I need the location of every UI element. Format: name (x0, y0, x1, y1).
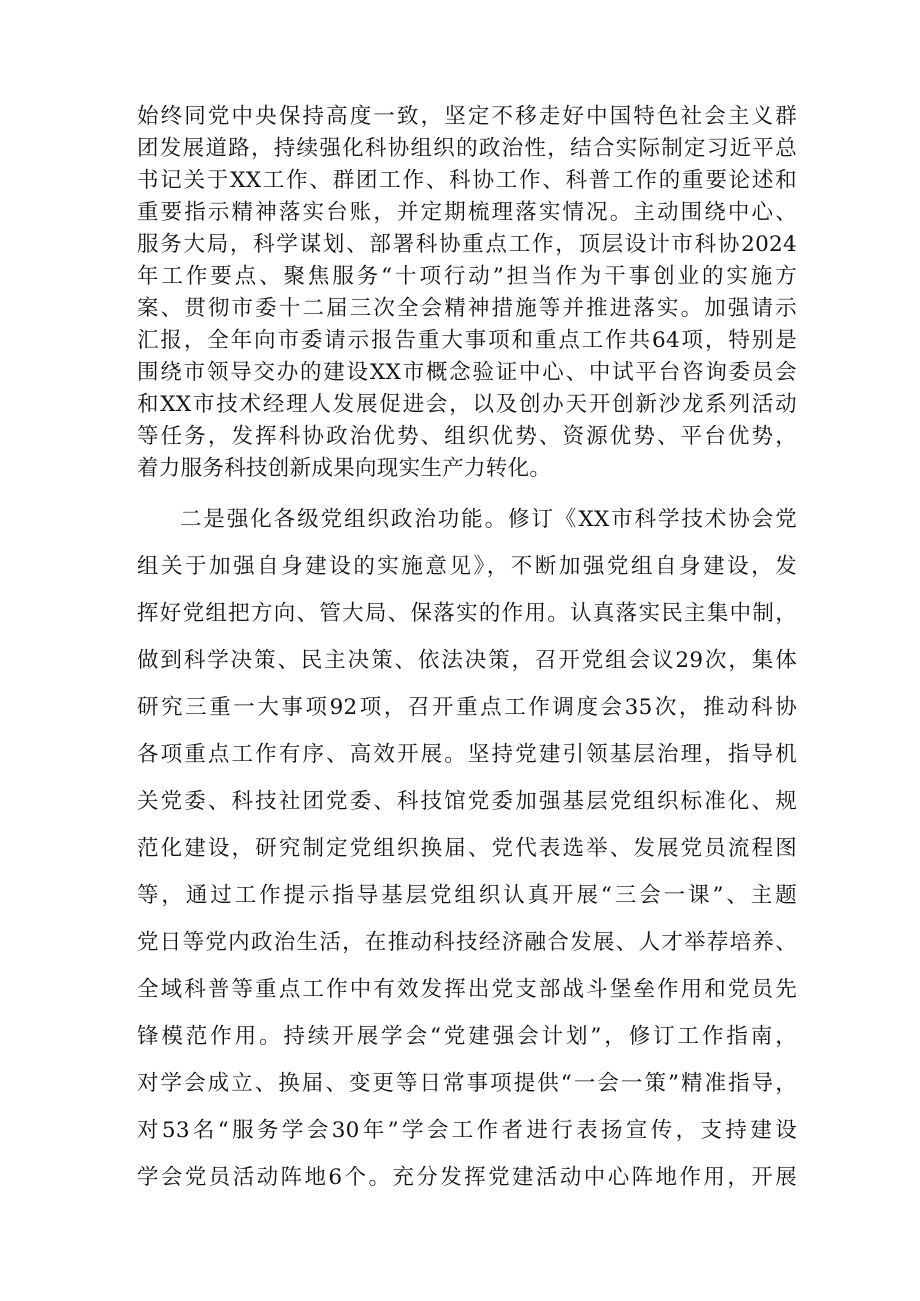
text-line: 着力服务科技创新成果向现实生产力转化。 (137, 456, 552, 481)
text-line: 党日等党内政治生活，在推动科技经济融合发展、人才举荐培养、 (137, 930, 797, 955)
text-line: 对53名“服务学会30年”学会工作者进行表扬宣传，支持建设 (137, 1118, 797, 1143)
text-line: 各项重点工作有序、高效开展。坚持党建引领基层治理，指导机 (137, 742, 797, 767)
text-line: 等任务，发挥科协政治优势、组织优势、资源优势、平台优势， (137, 424, 797, 449)
text-line: 研究三重一大事项92项，召开重点工作调度会35次，推动科协 (137, 695, 797, 720)
text-line: 等，通过工作提示指导基层党组织认真开展“三会一课”、主题 (137, 883, 797, 908)
text-line: 范化建设，研究制定党组织换届、党代表选举、发展党员流程图 (137, 836, 797, 861)
text-line: 始终同党中央保持高度一致，坚定不移走好中国特色社会主义群 (137, 104, 797, 129)
text-line: 围绕市领导交办的建设XX市概念验证中心、中试平台咨询委员会 (137, 360, 797, 385)
text-line: 服务大局，科学谋划、部署科协重点工作，顶层设计市科协2024 (137, 232, 797, 257)
text-line: 对学会成立、换届、变更等日常事项提供“一会一策”精准指导， (137, 1071, 797, 1096)
text-line: 书记关于XX工作、群团工作、科协工作、科普工作的重要论述和 (137, 168, 797, 193)
text-line: 团发展道路，持续强化科协组织的政治性，结合实际制定习近平总 (137, 136, 797, 161)
text-line: 挥好党组把方向、管大局、保落实的作用。认真落实民主集中制， (137, 601, 797, 626)
text-line: 案、贯彻市委十二届三次全会精神措施等并推进落实。加强请示 (137, 296, 797, 321)
text-line: 做到科学决策、民主决策、依法决策，召开党组会议29次，集体 (137, 648, 797, 673)
text-line: 锋模范作用。持续开展学会“党建强会计划”，修订工作指南， (137, 1024, 797, 1049)
text-line: 和XX市技术经理人发展促进会，以及创办天开创新沙龙系列活动 (137, 392, 797, 417)
text-line: 组关于加强自身建设的实施意见》，不断加强党组自身建设，发 (137, 554, 797, 579)
text-line: 关党委、科技社团党委、科技馆党委加强基层党组织标准化、规 (137, 789, 797, 814)
text-line: 年工作要点、聚焦服务“十项行动”担当作为干事创业的实施方 (137, 264, 797, 289)
text-line: 汇报，全年向市委请示报告重大事项和重点工作共64项，特别是 (137, 328, 797, 353)
text-line: 全域科普等重点工作中有效发挥出党支部战斗堡垒作用和党员先 (137, 977, 797, 1002)
text-line: 学会党员活动阵地6个。充分发挥党建活动中心阵地作用，开展 (137, 1165, 797, 1190)
text-line: 二是强化各级党组织政治功能。修订《XX市科学技术协会党 (180, 507, 797, 532)
text-line: 重要指示精神落实台账，并定期梳理落实情况。主动围绕中心、 (137, 200, 797, 225)
